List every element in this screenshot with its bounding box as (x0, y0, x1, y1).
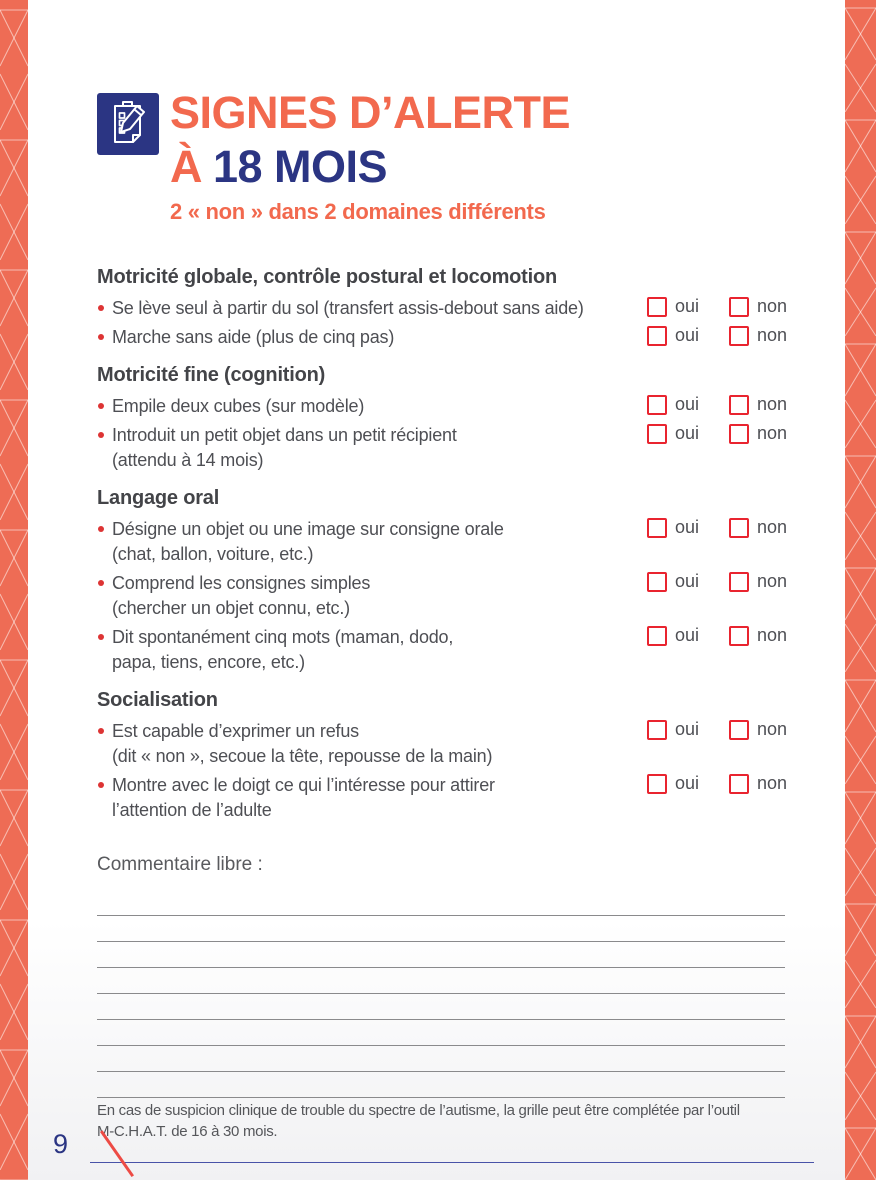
non-label: non (756, 423, 787, 443)
checklist-item (97, 625, 787, 675)
oui-label: oui (675, 517, 700, 537)
oui-non-group (647, 773, 787, 794)
checkbox-oui[interactable] (647, 424, 667, 444)
checkbox-non[interactable] (729, 572, 749, 592)
item-line: Marche sans aide (plus de cinq pas) (112, 327, 395, 347)
checkbox-non[interactable] (729, 518, 749, 538)
checkbox-non[interactable] (729, 297, 749, 317)
oui-label: oui (675, 296, 700, 316)
non-label: non (756, 296, 787, 316)
section-heading: Langage oral (97, 487, 220, 509)
checkbox-non[interactable] (729, 326, 749, 346)
comment-line[interactable] (97, 890, 785, 916)
item-text (97, 325, 647, 350)
comment-line[interactable] (97, 916, 785, 942)
oui-non-group (647, 571, 787, 592)
comment-section (97, 852, 787, 1098)
checklist-item (97, 394, 787, 419)
footnote-line: M-C.H.A.T. de 16 à 30 mois. (97, 1123, 278, 1140)
section-heading: Motricité globale, contrôle postural et locomotion (97, 266, 558, 288)
non-label: non (756, 625, 787, 645)
section-motricite-globale (97, 264, 787, 350)
item-line: papa, tiens, encore, etc.) (112, 652, 305, 672)
checkbox-oui[interactable] (647, 572, 667, 592)
non-label: non (756, 571, 787, 591)
bullet-icon (98, 526, 104, 532)
comment-line[interactable] (97, 1072, 785, 1098)
non-label: non (756, 719, 787, 739)
checklist (97, 264, 787, 827)
item-line: Est capable d’exprimer un refus (112, 721, 359, 741)
comment-line[interactable] (97, 968, 785, 994)
section-heading: Socialisation (97, 689, 218, 711)
bullet-icon (98, 432, 104, 438)
checklist-item (97, 773, 787, 823)
title-prefix: À (170, 141, 202, 192)
item-text (97, 625, 647, 675)
bullet-icon (98, 334, 104, 340)
right-border-pattern (845, 0, 876, 1180)
checklist-item (97, 325, 787, 350)
oui-non-group (647, 423, 787, 444)
section-langage-oral (97, 485, 787, 675)
oui-non-group (647, 719, 787, 740)
item-line: Désigne un objet ou une image sur consigne orale (112, 519, 504, 539)
checkbox-oui[interactable] (647, 626, 667, 646)
oui-label: oui (675, 325, 700, 345)
checkbox-non[interactable] (729, 424, 749, 444)
comment-line[interactable] (97, 942, 785, 968)
non-label: non (756, 394, 787, 414)
page-subtitle: 2 « non » dans 2 domaines différents (170, 199, 546, 224)
item-line: Comprend les consignes simples (112, 573, 371, 593)
oui-label: oui (675, 625, 700, 645)
oui-non-group (647, 517, 787, 538)
item-text (97, 296, 647, 321)
item-line: (dit « non », secoue la tête, repousse de la main) (112, 746, 493, 766)
oui-label: oui (675, 571, 700, 591)
non-label: non (756, 517, 787, 537)
comment-line[interactable] (97, 994, 785, 1020)
item-line: (chercher un objet connu, etc.) (112, 598, 350, 618)
left-border-pattern (0, 0, 28, 1180)
page-content (97, 0, 787, 1180)
section-socialisation (97, 687, 787, 823)
oui-label: oui (675, 773, 700, 793)
item-text (97, 394, 647, 419)
checkbox-oui[interactable] (647, 518, 667, 538)
item-text (97, 571, 647, 621)
item-text (97, 719, 647, 769)
checklist-item (97, 571, 787, 621)
item-line: Dit spontanément cinq mots (maman, dodo, (112, 627, 454, 647)
oui-non-group (647, 394, 787, 415)
checkbox-non[interactable] (729, 395, 749, 415)
item-line: Montre avec le doigt ce qui l’intéresse pour attirer (112, 775, 495, 795)
section-heading: Motricité fine (cognition) (97, 364, 326, 386)
checklist-item (97, 517, 787, 567)
oui-label: oui (675, 394, 700, 414)
non-label: non (756, 773, 787, 793)
header (97, 87, 571, 225)
checklist-item (97, 719, 787, 769)
checkbox-oui[interactable] (647, 326, 667, 346)
item-text (97, 773, 647, 823)
checkbox-oui[interactable] (647, 774, 667, 794)
checklist-item (97, 296, 787, 321)
item-line: (chat, ballon, voiture, etc.) (112, 544, 314, 564)
checkbox-oui[interactable] (647, 395, 667, 415)
item-text (97, 423, 647, 473)
item-line: Se lève seul à partir du sol (transfert assis-debout sans aide) (112, 298, 584, 318)
comment-label: Commentaire libre : (97, 854, 263, 875)
footnote (97, 1100, 740, 1142)
bullet-icon (98, 728, 104, 734)
oui-label: oui (675, 423, 700, 443)
oui-non-group (647, 296, 787, 317)
checkbox-non[interactable] (729, 720, 749, 740)
bullet-icon (98, 634, 104, 640)
title-age: 18 MOIS (213, 141, 388, 192)
item-line: l’attention de l’adulte (112, 800, 272, 820)
item-text (97, 517, 647, 567)
footnote-line: En cas de suspicion clinique de trouble du spectre de l’autisme, la grille peut être complétée par l’outil (97, 1102, 740, 1119)
title-block (170, 86, 570, 225)
checkbox-non[interactable] (729, 626, 749, 646)
checklist-pencil-icon (97, 93, 159, 155)
checkbox-non[interactable] (729, 774, 749, 794)
item-line: (attendu à 14 mois) (112, 450, 264, 470)
comment-line[interactable] (97, 1020, 785, 1046)
bullet-icon (98, 580, 104, 586)
checkbox-oui[interactable] (647, 297, 667, 317)
oui-non-group (647, 325, 787, 346)
oui-label: oui (675, 719, 700, 739)
non-label: non (756, 325, 787, 345)
bullet-icon (98, 305, 104, 311)
bullet-icon (98, 403, 104, 409)
page-title: SIGNES D’ALERTE (170, 87, 571, 138)
checklist-item (97, 423, 787, 473)
comment-lines (97, 890, 787, 1098)
bullet-icon (98, 782, 104, 788)
section-motricite-fine (97, 362, 787, 473)
page-title-line2 (170, 140, 570, 194)
footer-rule (90, 1162, 814, 1163)
oui-non-group (647, 625, 787, 646)
page-number: 9 (53, 1129, 69, 1159)
comment-line[interactable] (97, 1046, 785, 1072)
checkbox-oui[interactable] (647, 720, 667, 740)
item-line: Empile deux cubes (sur modèle) (112, 396, 365, 416)
item-line: Introduit un petit objet dans un petit récipient (112, 425, 457, 445)
